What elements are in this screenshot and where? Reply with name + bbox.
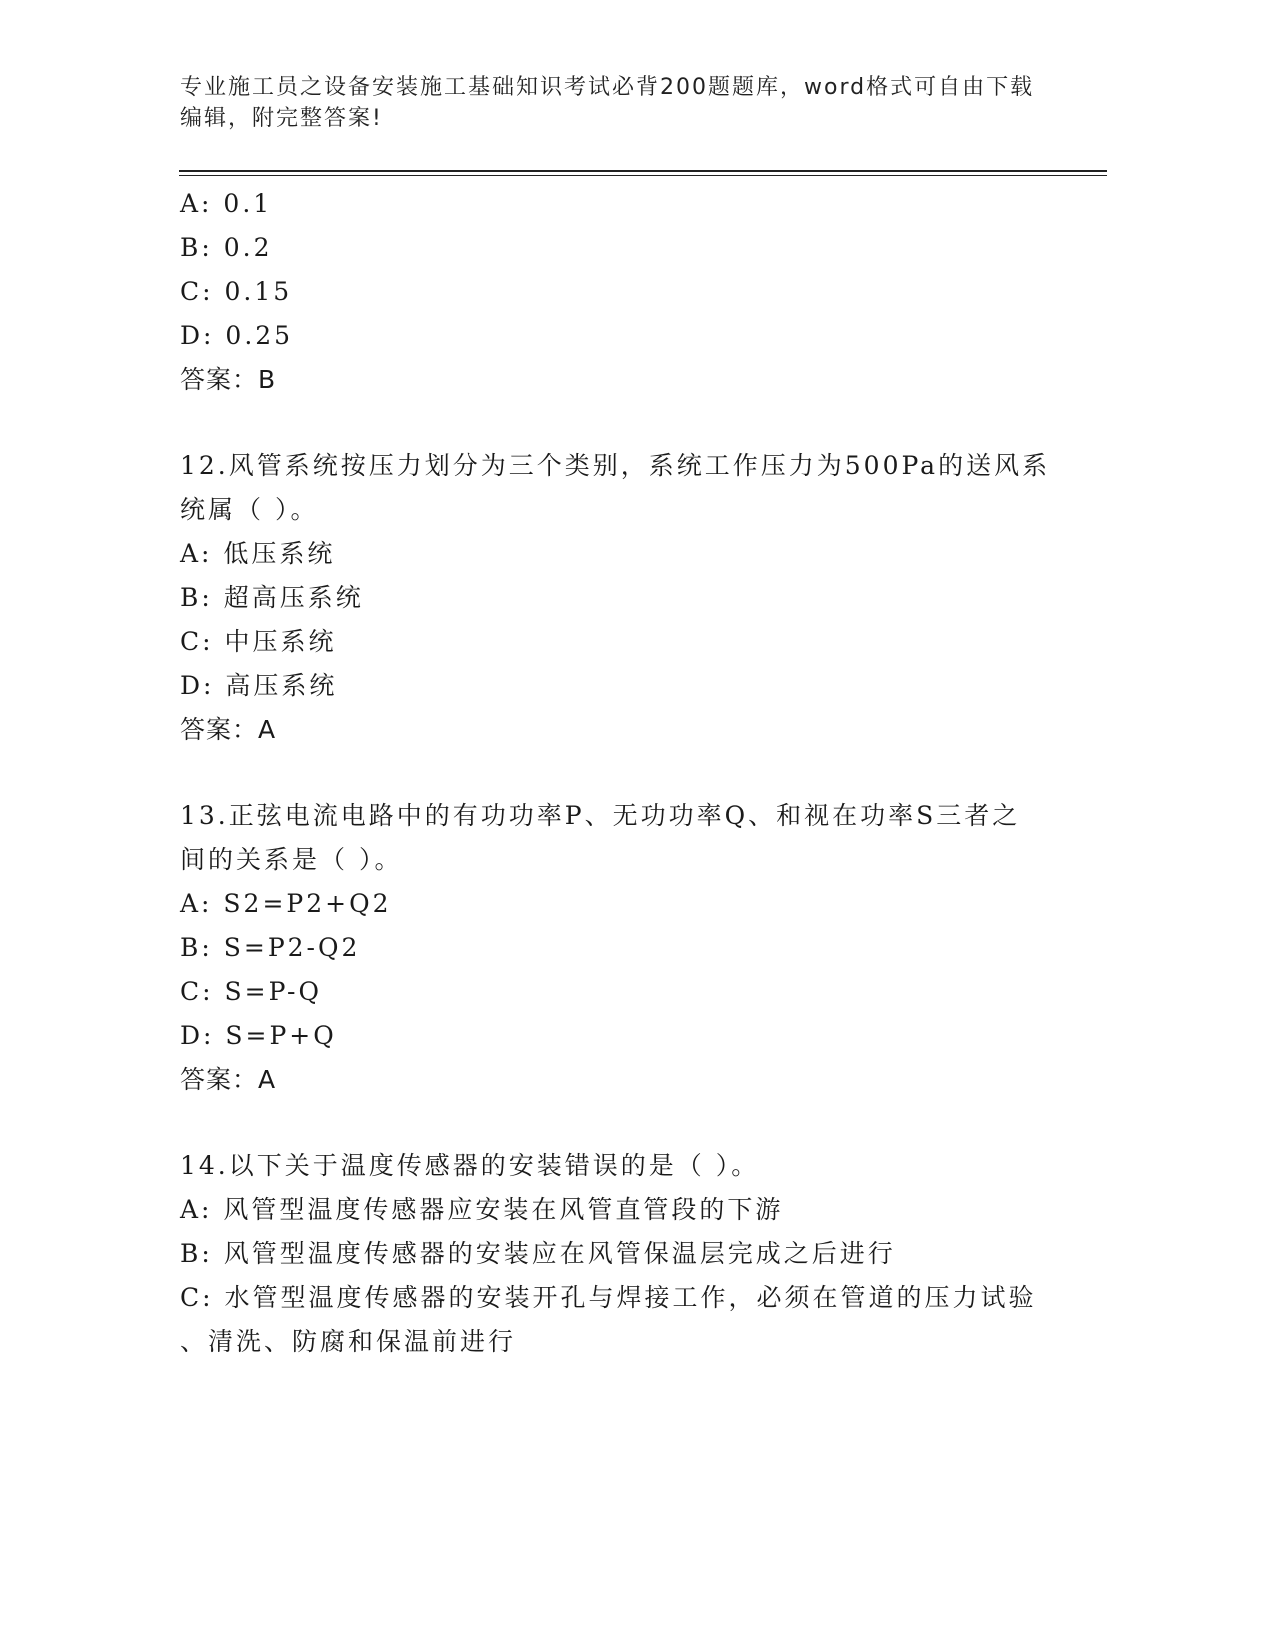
option-c: C: 0.15	[180, 277, 293, 306]
header-divider-thick	[179, 170, 1107, 172]
question-text-line-2: 统属（ ）。	[180, 495, 319, 524]
header-line-1: 专业施工员之设备安装施工基础知识考试必背200题题库，word格式可自由下载	[180, 75, 1035, 100]
option-b: B: S=P2-Q2	[180, 933, 361, 962]
answer-line: 答案：B	[180, 365, 277, 394]
answer-line: 答案：A	[180, 715, 277, 744]
option-c-line-2: 、清洗、防腐和保温前进行	[180, 1327, 517, 1356]
option-d: D: 高压系统	[180, 671, 338, 700]
option-c-line-1: C: 水管型温度传感器的安装开孔与焊接工作，必须在管道的压力试验	[180, 1283, 1037, 1312]
question-13-block	[180, 794, 1040, 1102]
question-content	[180, 182, 1051, 1364]
document-header	[180, 72, 1040, 134]
option-b: B: 风管型温度传感器的安装应在风管保温层完成之后进行	[180, 1239, 896, 1268]
header-line-2: 编辑，附完整答案!	[180, 106, 383, 131]
question-11-block	[180, 182, 1040, 402]
option-b: B: 0.2	[180, 233, 273, 262]
option-c: C: S=P-Q	[180, 977, 322, 1006]
option-a: A: 风管型温度传感器应安装在风管直管段的下游	[180, 1195, 784, 1224]
question-text-line-1: 12.风管系统按压力划分为三个类别，系统工作压力为500Pa的送风系	[180, 451, 1051, 480]
question-12-block	[180, 444, 1051, 752]
header-divider-thin	[179, 175, 1107, 176]
option-a: A: S2=P2+Q2	[180, 889, 392, 918]
question-14-block	[180, 1144, 1040, 1364]
option-a: A: 低压系统	[180, 539, 336, 568]
option-d: D: 0.25	[180, 321, 294, 350]
option-c: C: 中压系统	[180, 627, 337, 656]
option-d: D: S=P+Q	[180, 1021, 337, 1050]
answer-line: 答案：A	[180, 1065, 277, 1094]
option-b: B: 超高压系统	[180, 583, 364, 612]
question-text-line-1: 13.正弦电流电路中的有功功率P、无功功率Q、和视在功率S三者之	[180, 801, 1021, 830]
option-a: A: 0.1	[180, 189, 273, 218]
question-text-line-1: 14.以下关于温度传感器的安装错误的是（ ）。	[180, 1151, 760, 1180]
question-text-line-2: 间的关系是（ ）。	[180, 845, 403, 874]
